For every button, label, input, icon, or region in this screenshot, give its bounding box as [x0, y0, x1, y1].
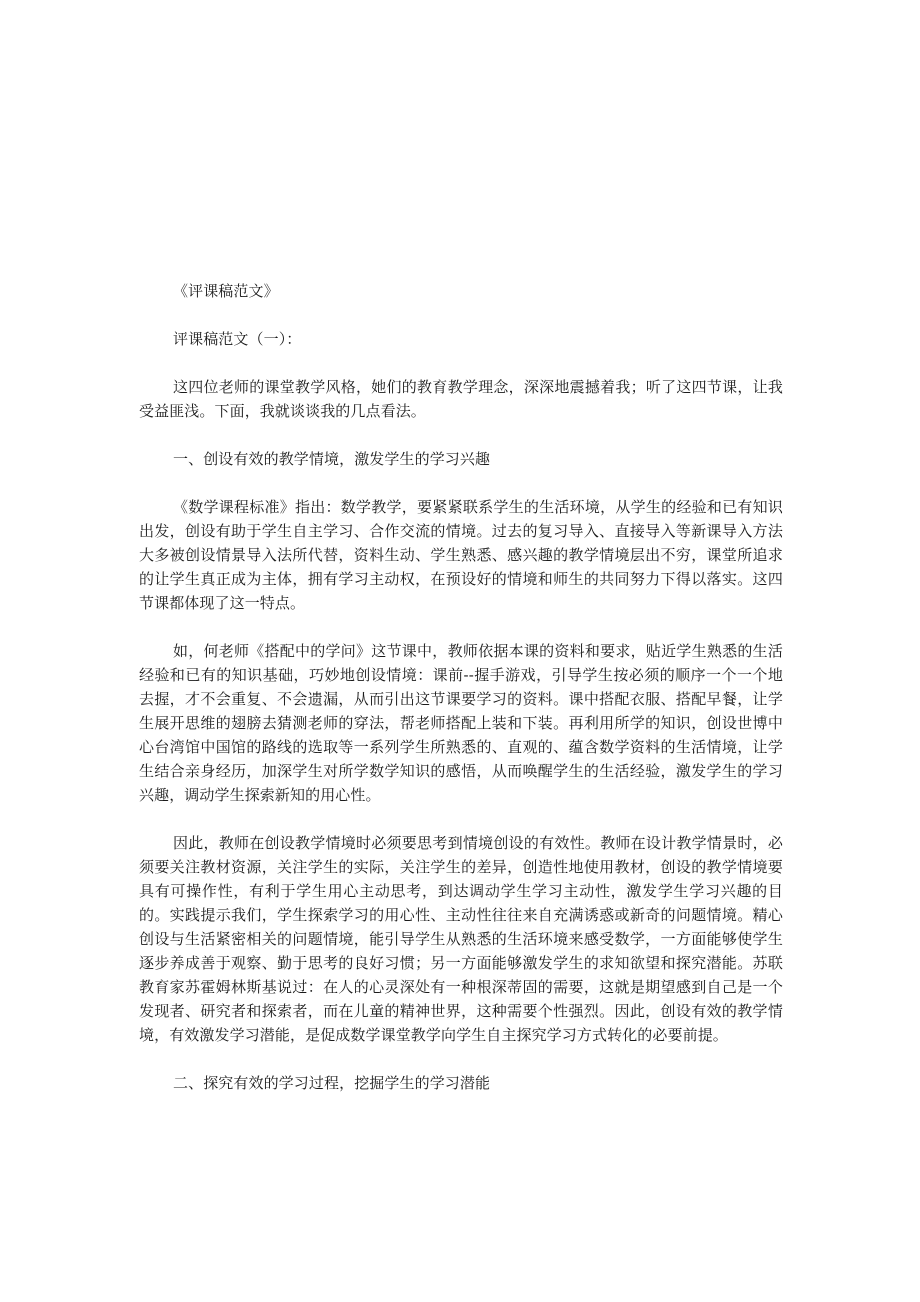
body-paragraph: 《数学课程标准》指出：数学教学，要紧紧联系学生的生活环境，从学生的经验和已有知识出发，创设有助于学生自主学习、合作交流的情境。过去的复习导入、直接导入等新课导入方法大多被创设情景导入法所代替，资料生动、学生熟悉、感兴趣的教学情境层出不穷，课堂所追求的让学生真正成为主体，拥有学习主动权，在预设好的情境和师生的共同努力下得以落实。这四节课都体现了这一特点。 — [139, 498, 783, 612]
section-heading-2: 二、探究有效的学习过程，挖掘学生的学习潜能 — [173, 1074, 491, 1092]
document-title: 《评课稿范文》 — [173, 282, 279, 300]
section-label: 评课稿范文（一）： — [173, 330, 302, 348]
body-paragraph: 如，何老师《搭配中的学问》这节课中，教师依据本课的资料和要求，贴近学生熟悉的生活经验和已有的知识基础，巧妙地创设情境：课前--握手游戏，引导学生按必须的顺序一个一个地去握，才不会重复、不会遗漏，从而引出这节课要学习的资料。课中搭配衣服、搭配早餐，让学生展开思维的翅膀去猜测老师的穿法，帮老师搭配上装和下装。再利用所学的知识，创设世博中心台湾馆中国馆的路线的选取等一系列学生所熟悉的、直观的、蕴含数学资料的生活情境，让学生结合亲身经历，加深学生对所学数学知识的感悟，从而唤醒学生的生活经验，激发学生的学习兴趣，调动学生探索新知的用心性。 — [139, 642, 783, 804]
document-body — [139, 279, 783, 1119]
intro-paragraph: 这四位老师的课堂教学风格，她们的教育教学理念，深深地震撼着我；听了这四节课，让我受益匪浅。下面，我就谈谈我的几点看法。 — [139, 378, 783, 420]
section-heading-1: 一、创设有效的教学情境，激发学生的学习兴趣 — [173, 450, 491, 468]
body-paragraph: 因此，教师在创设教学情境时必须要思考到情境创设的有效性。教师在设计教学情景时，必须要关注教材资源，关注学生的实际，关注学生的差异，创造性地使用教材，创设的教学情境要具有可操作性，有利于学生用心主动思考，到达调动学生学习主动性，激发学生学习兴趣的目的。实践提示我们，学生探索学习的用心性、主动性往往来自充满诱惑或新奇的问题情境。精心创设与生活紧密相关的问题情境，能引导学生从熟悉的生活环境来感受数学，一方面能够使学生逐步养成善于观察、勤于思考的良好习惯；另一方面能够激发学生的求知欲望和探究潜能。苏联教育家苏霍姆林斯基说过：在人的心灵深处有一种根深蒂固的需要，这就是期望感到自己是一个发现者、研究者和探索者，而在儿童的精神世界，这种需要个性强烈。因此，创设有效的教学情境，有效激发学习潜能，是促成数学课堂教学向学生自主探究学习方式转化的必要前提。 — [139, 834, 783, 1044]
